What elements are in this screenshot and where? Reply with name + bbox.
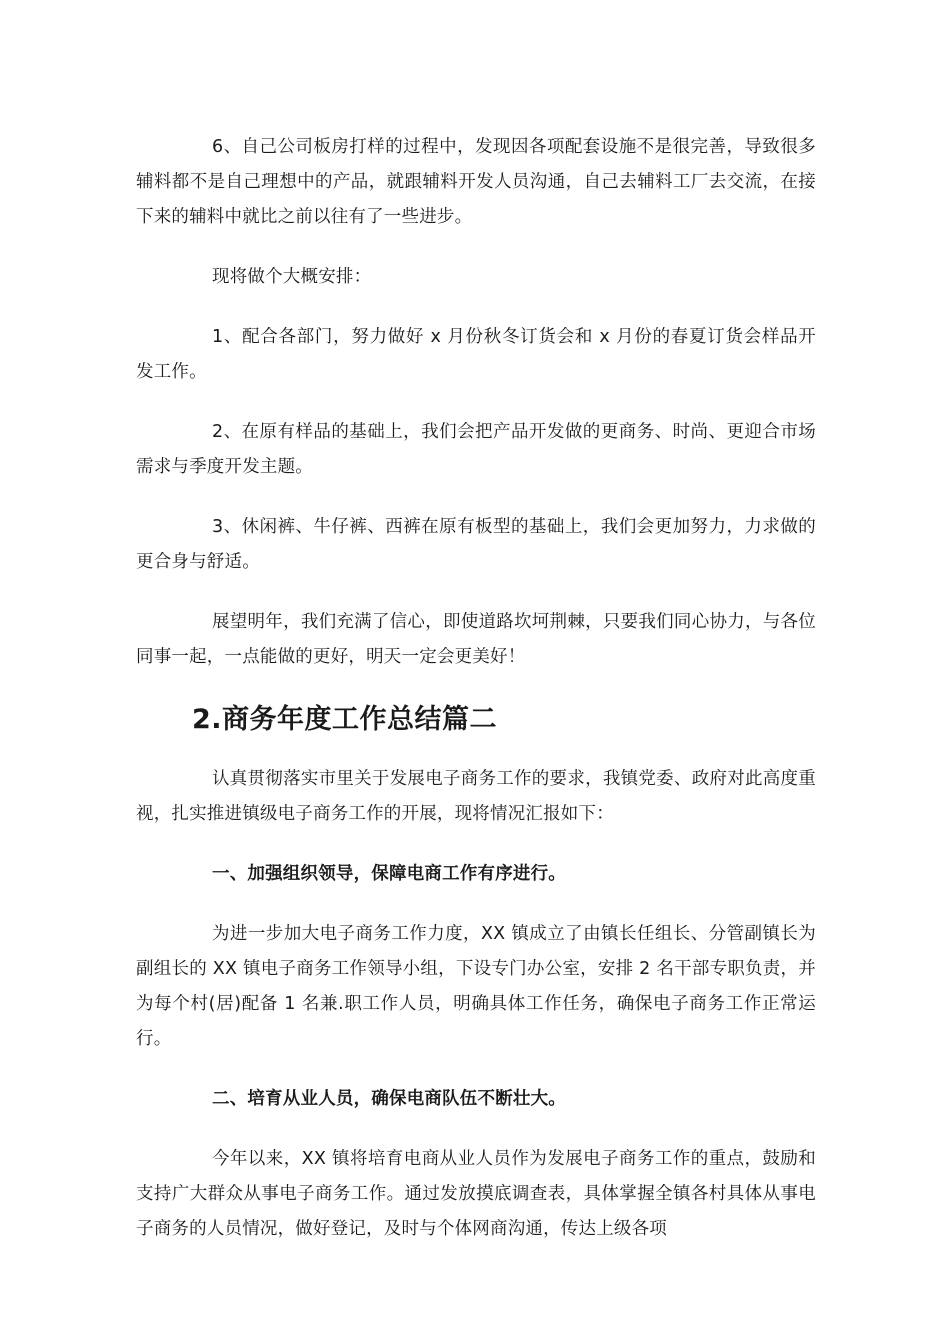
section-title: 2.商务年度工作总结篇二: [192, 704, 498, 735]
subsection-1-title: 一、加强组织领导，保障电商工作有序进行。: [212, 864, 566, 884]
section-intro: 认真贯彻落实市里关于发展电子商务工作的要求，我镇党委、政府对此高度重视，扎实推进镇级电子商务工作的开展，现将情况汇报如下：: [136, 769, 816, 824]
paragraph-item-6: 6、自己公司板房打样的过程中，发现因各项配套设施不是很完善，导致很多辅料都不是自己理想中的产品，就跟辅料开发人员沟通，自己去辅料工厂去交流，在接下来的辅料中就比之前以往有了一些进步。: [136, 137, 816, 227]
paragraph-plan-1: 1、配合各部门，努力做好 x 月份秋冬订货会和 x 月份的春夏订货会样品开发工作。: [136, 327, 816, 382]
paragraph-plan-3: 3、休闲裤、牛仔裤、西裤在原有板型的基础上，我们会更加努力，力求做的更合身与舒适。: [136, 517, 816, 572]
subsection-2-title: 二、培育从业人员，确保电商队伍不断壮大。: [212, 1089, 566, 1109]
paragraph-arrangement-intro: 现将做个大概安排：: [212, 267, 372, 287]
paragraph-plan-2: 2、在原有样品的基础上，我们会把产品开发做的更商务、时尚、更迎合市场需求与季度开发主题。: [136, 422, 816, 477]
subsection-2-body: 今年以来，XX 镇将培育电商从业人员作为发展电子商务工作的重点，鼓励和支持广大群众从事电子商务工作。通过发放摸底调查表，具体掌握全镇各村具体从事电子商务的人员情况，做好登记，及时与个体网商沟通，传达上级各项: [136, 1149, 816, 1239]
subsection-1-body: 为进一步加大电子商务工作力度，XX 镇成立了由镇长任组长、分管副镇长为副组长的 XX 镇电子商务工作领导小组，下设专门办公室，安排 2 名干部专职负责，并为每个村(居)配备 1 名兼.职工作人员，明确具体工作任务，确保电子商务工作正常运行。: [136, 924, 816, 1049]
document-page: [136, 130, 816, 1272]
paragraph-outlook: 展望明年，我们充满了信心，即使道路坎坷荆棘，只要我们同心协力，与各位同事一起，一点能做的更好，明天一定会更美好！: [136, 612, 816, 667]
